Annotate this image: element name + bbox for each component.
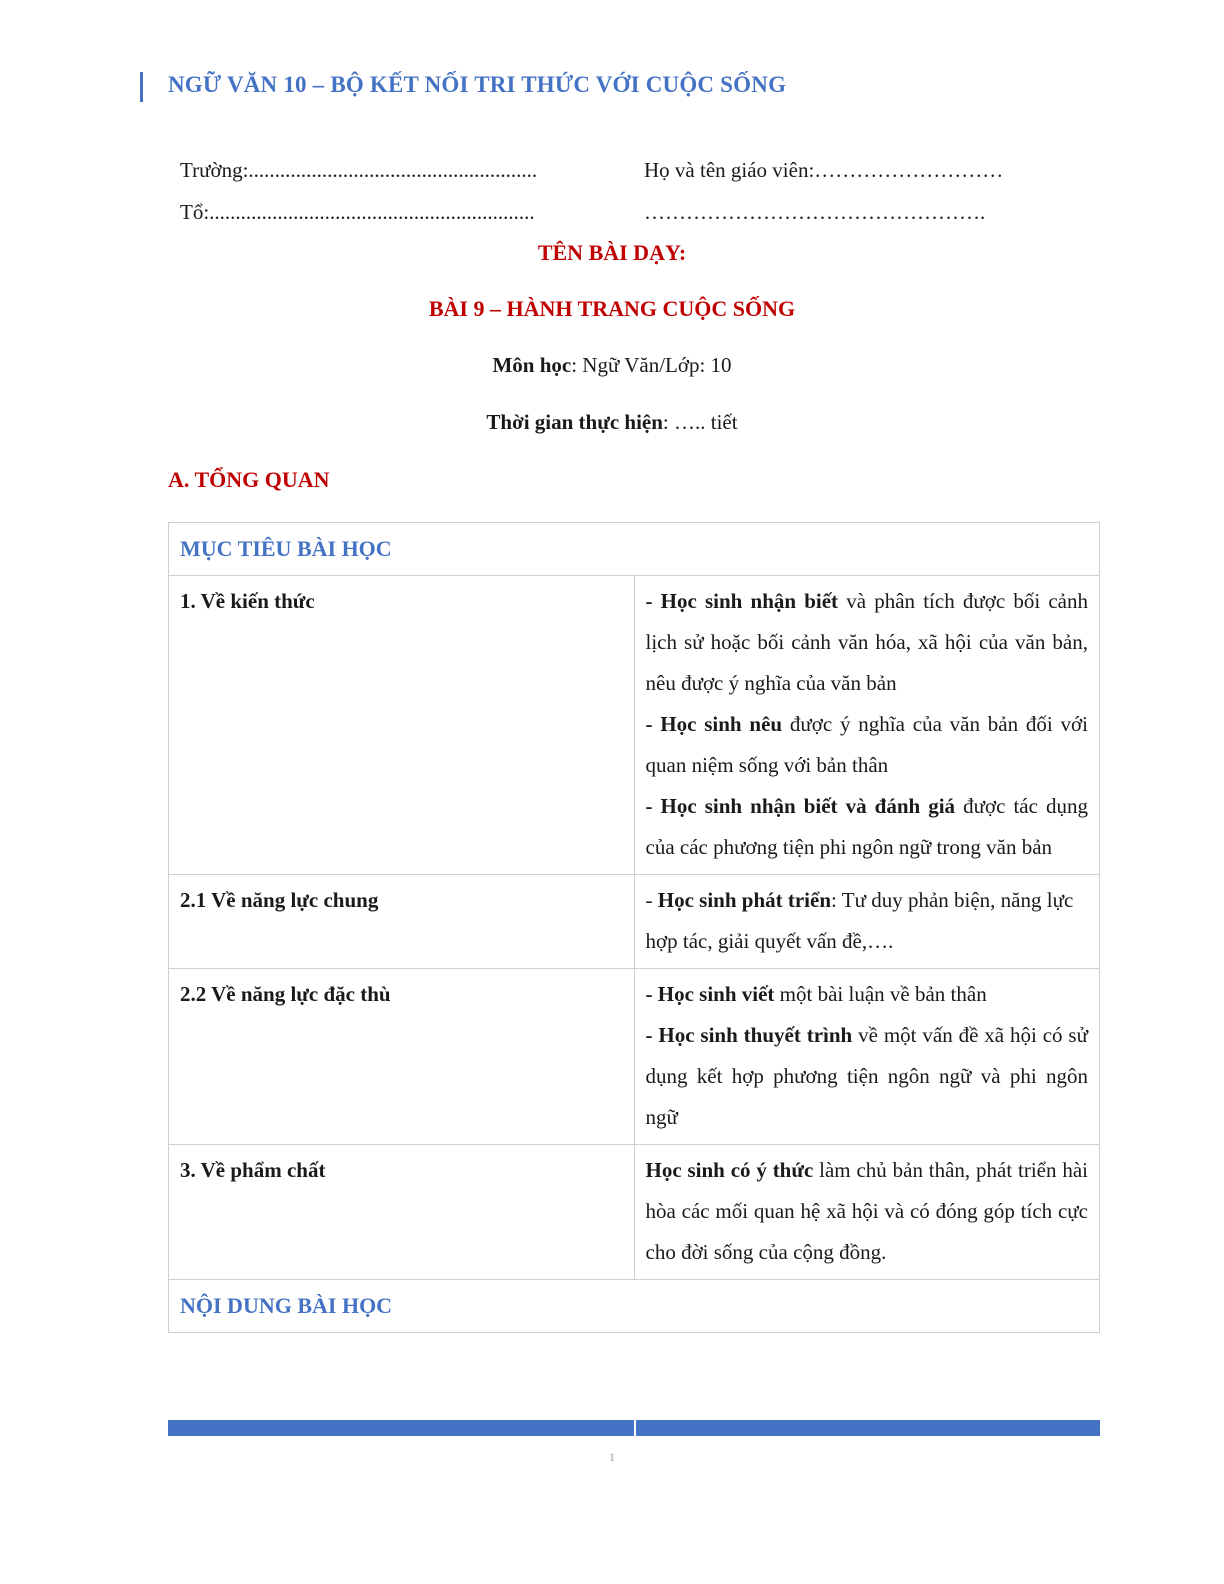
teacher-field: Họ và tên giáo viên:………………………: [644, 158, 1004, 182]
objectives-heading: MỤC TIÊU BÀI HỌC: [169, 523, 1100, 576]
content-paragraph: [646, 786, 1089, 868]
paragraph-bold: - Học sinh viết: [645, 982, 775, 1006]
subject-label: Môn học: [492, 353, 572, 377]
paragraph-text: được ý nghĩa của văn bản đối với quan niệm sống với bản thân: [645, 712, 1088, 777]
paragraph-bold: Học sinh có ý thức: [645, 1158, 814, 1182]
paragraph-text: và phân tích được bối cảnh lịch sử hoặc bối cảnh văn hóa, xã hội của văn bản, nêu được ý nghĩa của văn bản: [645, 589, 1088, 695]
objectives-heading-row: [169, 523, 1100, 576]
time-value: : ….. tiết: [662, 410, 738, 434]
table-row: [169, 1145, 1100, 1280]
paragraph-bold: Học sinh phát triển: [657, 888, 832, 912]
paragraph-prefix: -: [645, 888, 658, 912]
subject-line: [0, 353, 1224, 378]
document-header-title: NGỮ VĂN 10 – BỘ KẾT NỐI TRI THỨC VỚI CUỘC SỐNG: [168, 72, 787, 97]
time-label: Thời gian thực hiện: [486, 410, 663, 434]
content-paragraph: [646, 974, 1089, 1015]
content-paragraph: [646, 880, 1089, 962]
teacher-field-continued: ………………………………………….: [644, 200, 986, 224]
row-content: [634, 1145, 1100, 1280]
time-line: [0, 410, 1224, 435]
footer-line-right: [636, 1420, 1100, 1436]
paragraph-bold: - Học sinh thuyết trình: [645, 1023, 853, 1047]
paragraph-text: một bài luận về bản thân: [774, 982, 987, 1006]
header-accent-bar: [140, 72, 143, 102]
table-row: [169, 576, 1100, 875]
table-row: [169, 875, 1100, 969]
content-heading-row: [169, 1280, 1100, 1333]
row-label: 3. Về phẩm chất: [169, 1145, 635, 1280]
table-row: [169, 969, 1100, 1145]
paragraph-bold: - Học sinh nhận biết và đánh giá: [645, 794, 956, 818]
content-paragraph: [646, 704, 1089, 786]
footer-line-left: [168, 1420, 634, 1436]
lesson-name: BÀI 9 – HÀNH TRANG CUỘC SỐNG: [428, 296, 796, 321]
paragraph-bold: - Học sinh nêu: [645, 712, 783, 736]
paragraph-bold: - Học sinh nhận biết: [645, 589, 839, 613]
content-paragraph: [646, 1150, 1089, 1273]
page-number: 1: [609, 1450, 615, 1464]
row-content: [634, 576, 1100, 875]
row-label: 1. Về kiến thức: [169, 576, 635, 875]
subject-value: : Ngữ Văn/Lớp: 10: [571, 353, 732, 377]
objectives-table: [168, 522, 1100, 1333]
content-paragraph: [646, 1015, 1089, 1138]
content-heading: NỘI DUNG BÀI HỌC: [169, 1280, 1100, 1333]
paragraph-text: về một vấn đề xã hội có sử dụng kết hợp phương tiện ngôn ngữ và phi ngôn ngữ: [645, 1023, 1088, 1129]
paragraph-text: : Tư duy phản biện, năng lực hợp tác, giải quyết vấn đề,….: [645, 888, 1074, 953]
row-label: 2.1 Về năng lực chung: [169, 875, 635, 969]
content-paragraph: [646, 581, 1089, 704]
paragraph-text: được tác dụng của các phương tiện phi ngôn ngữ trong văn bản: [645, 794, 1088, 859]
school-field: Trường:.......................................................: [180, 158, 538, 182]
group-field: Tổ:..............................................................: [180, 200, 535, 224]
paragraph-text: làm chủ bản thân, phát triển hài hòa các mối quan hệ xã hội và có đóng góp tích cực cho đời sống của cộng đồng.: [645, 1158, 1088, 1264]
row-content: [634, 875, 1100, 969]
section-a-title: A. TỔNG QUAN: [168, 467, 330, 492]
row-content: [634, 969, 1100, 1145]
row-label: 2.2 Về năng lực đặc thù: [169, 969, 635, 1145]
lesson-heading: TÊN BÀI DẠY:: [537, 240, 687, 265]
